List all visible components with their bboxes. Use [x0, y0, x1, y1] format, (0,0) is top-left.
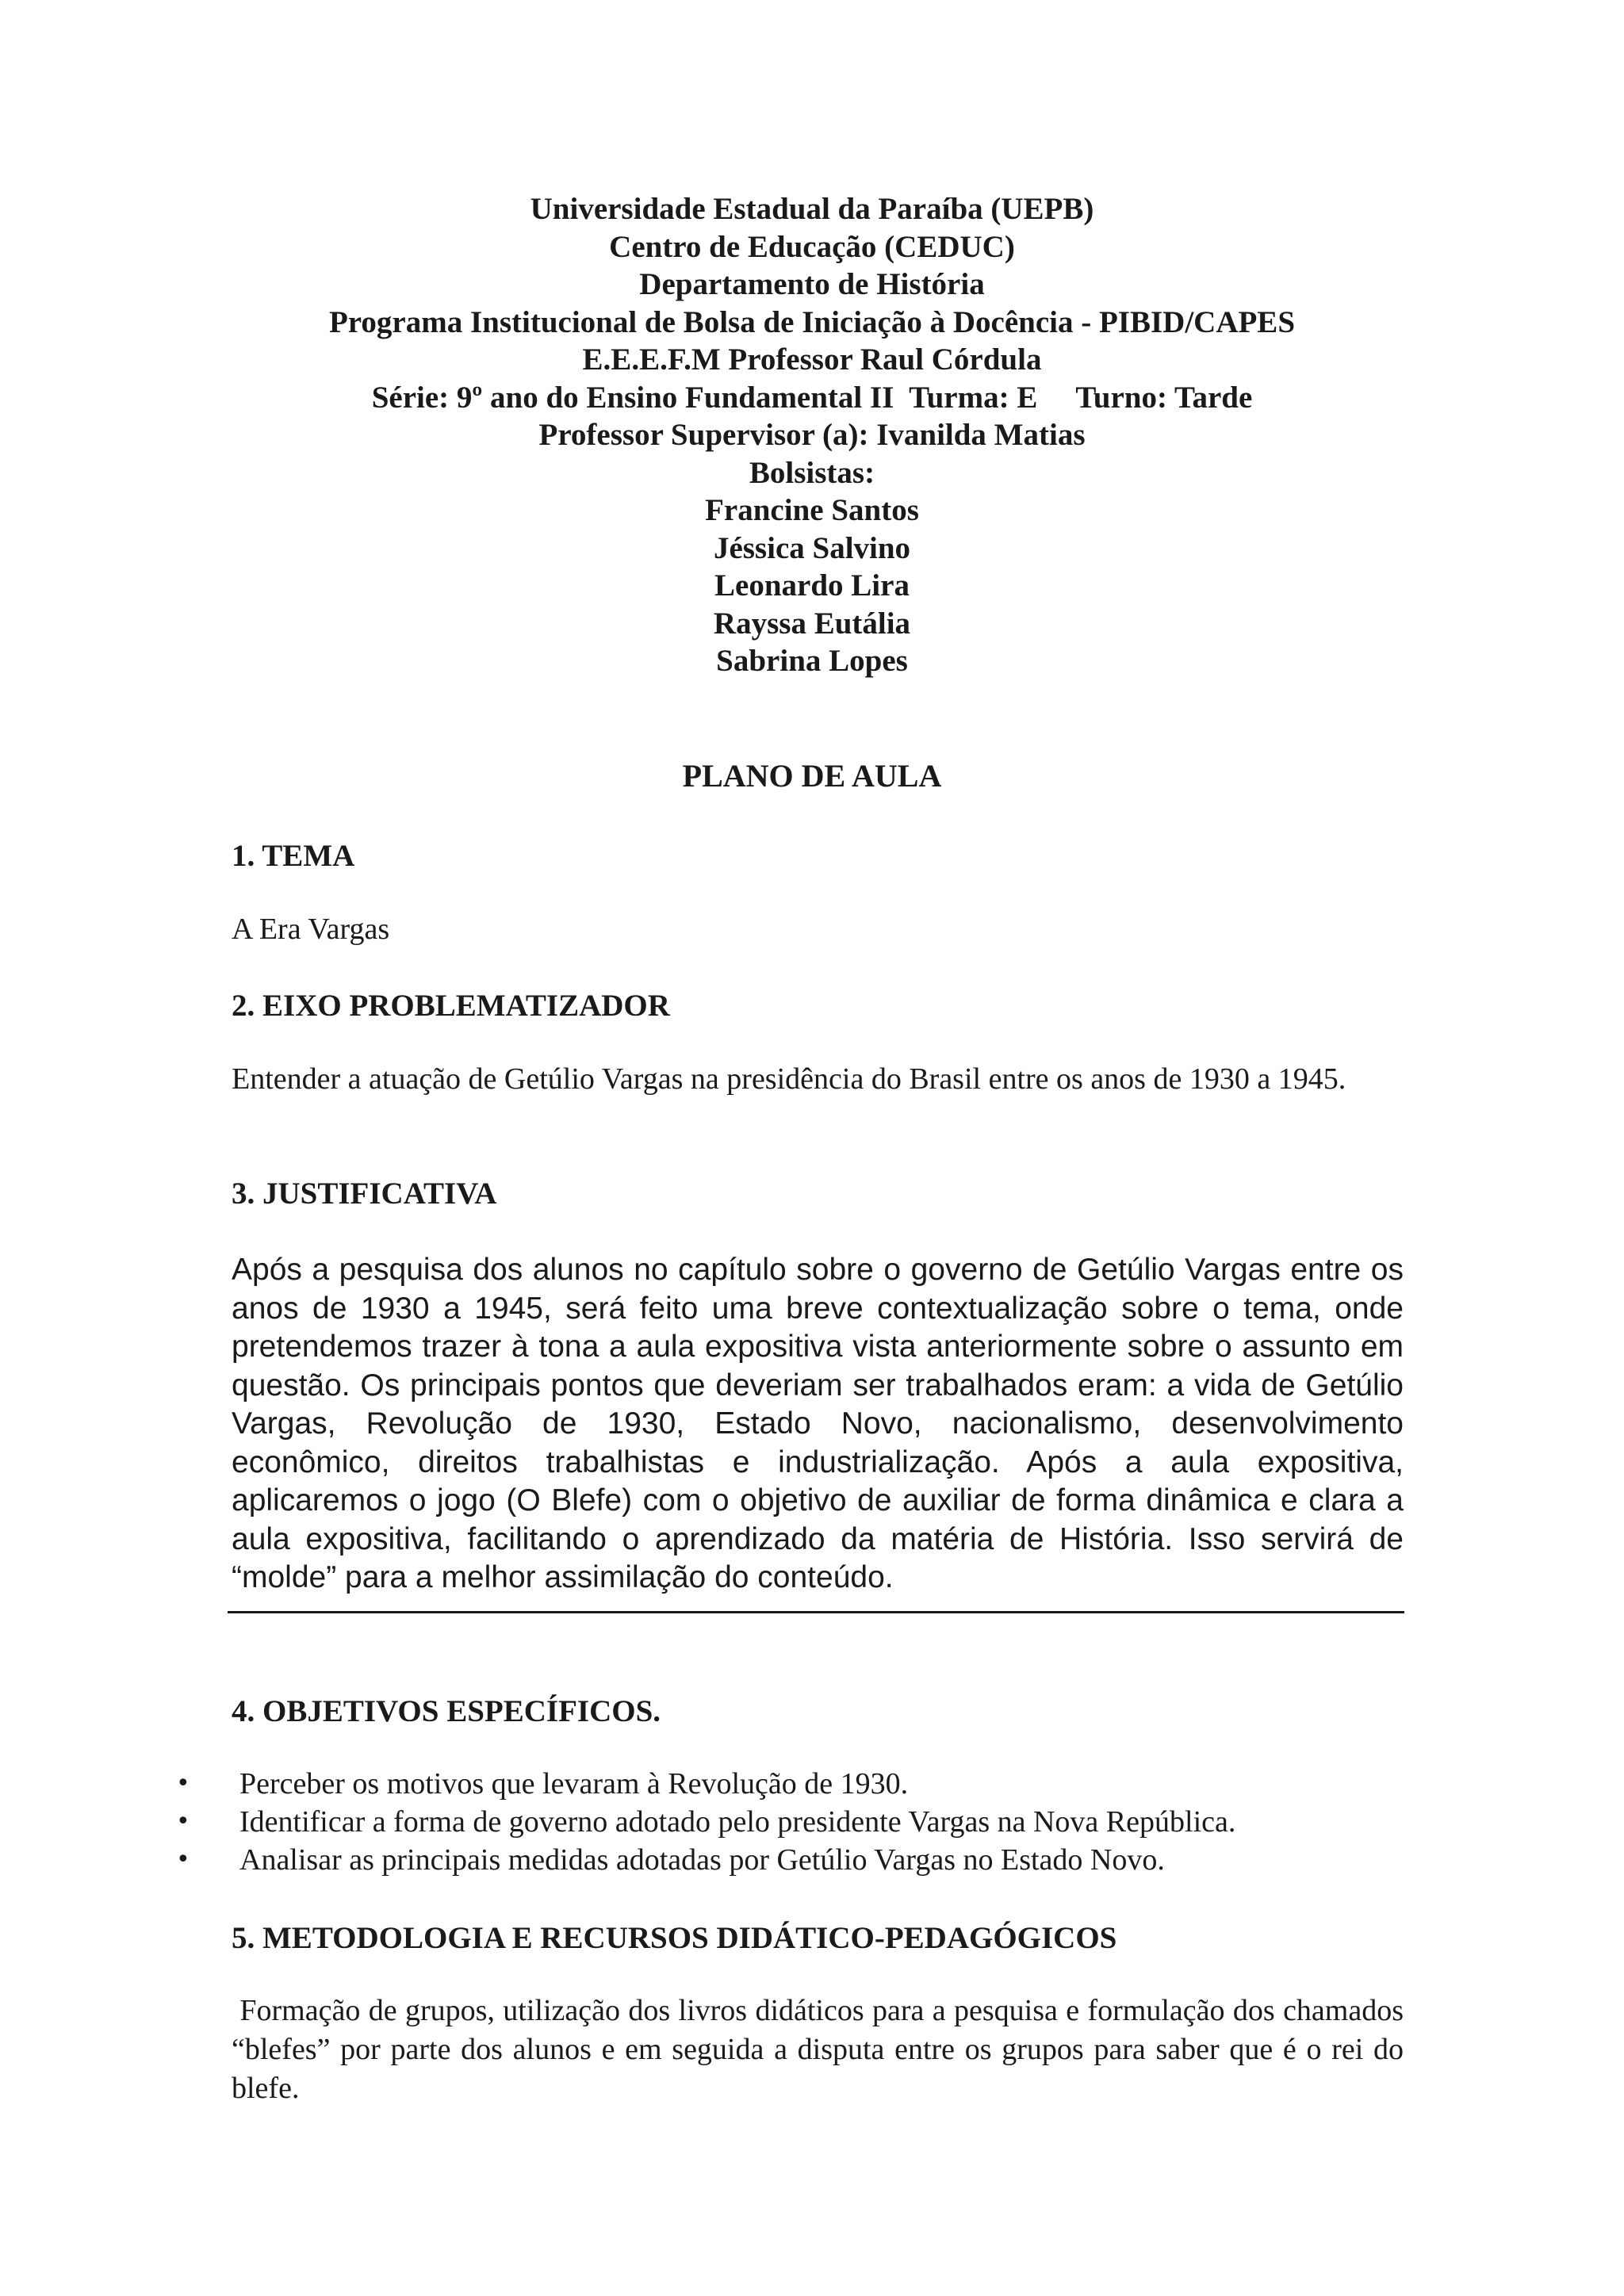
header-center: Centro de Educação (CEDUC)	[609, 229, 1015, 264]
section-text-eixo: Entender a atuação de Getúlio Vargas na presidência do Brasil entre os anos de 1930 a 1945.	[232, 1062, 1346, 1096]
section-text-justificativa: Após a pesquisa dos alunos no capítulo sobre o governo de Getúlio Vargas entre os anos de 1930 a 1945, será feito uma breve contextualização sobre o tema, onde pretendemos trazer à tona a aula expositiva vista anteriormente sobre o assunto em questão. Os principais pontos que deveriam ser trabalhados eram: a vida de Getúlio Vargas, Revolução de 1930, Estado Novo, nacionalismo, desenvolvimento econômico, direitos trabalhistas e industrialização. Após a aula expositiva, aplicaremos o jogo (O Blefe) com o objetivo de auxiliar de forma dinâmica e clara a aula expositiva, facilitando o aprendizado da matéria de História. Isso servirá de “molde” para a melhor assimilação do conteúdo.	[232, 1253, 1404, 1594]
header-bolsista-name: Sabrina Lopes	[716, 644, 908, 678]
bullet-icon: •	[176, 1770, 190, 1797]
header-bolsista-name: Francine Santos	[705, 493, 919, 527]
section-heading-metodologia: 5. METODOLOGIA E RECURSOS DIDÁTICO-PEDAGÓGICOS	[232, 1921, 1117, 1955]
list-item	[176, 1841, 1413, 1879]
section-heading-tema: 1. TEMA	[232, 839, 355, 873]
header-department: Departamento de História	[639, 267, 985, 301]
list-item-text: Identificar a forma de governo adotado pelo presidente Vargas na Nova República.	[239, 1805, 1236, 1839]
section-text-metodologia: Formação de grupos, utilização dos livros didáticos para a pesquisa e formulação dos chamados “blefes” por parte dos alunos e em seguida a disputa entre os grupos para saber que é o rei do blefe.	[232, 1994, 1411, 2105]
header-bolsistas-label: Bolsistas:	[749, 455, 875, 490]
section-heading-objetivos: 4. OBJETIVOS ESPECÍFICOS.	[232, 1694, 661, 1728]
header-program: Programa Institucional de Bolsa de Iniciação à Docência - PIBID/CAPES	[328, 304, 1296, 339]
header-class-info: Série: 9º ano do Ensino Fundamental II Turma: E Turno: Tarde	[371, 380, 1253, 415]
document-header	[0, 190, 1624, 680]
header-bolsista-name: Leonardo Lira	[714, 568, 910, 603]
header-bolsista-name: Rayssa Eutália	[713, 606, 911, 641]
header-bolsista-name: Jéssica Salvino	[713, 530, 911, 565]
horizontal-rule	[228, 1611, 1404, 1613]
list-item-text: Analisar as principais medidas adotadas por Getúlio Vargas no Estado Novo.	[239, 1843, 1165, 1877]
header-school: E.E.E.F.M Professor Raul Córdula	[582, 342, 1042, 377]
header-supervisor: Professor Supervisor (a): Ivanilda Matias	[538, 418, 1086, 452]
list-item-text: Perceber os motivos que levaram à Revolução de 1930.	[239, 1767, 909, 1800]
section-heading-justificativa: 3. JUSTIFICATIVA	[232, 1177, 497, 1211]
plan-title: PLANO DE AULA	[682, 758, 942, 794]
section-text-tema: A Era Vargas	[232, 913, 390, 946]
header-university: Universidade Estadual da Paraíba (UEPB)	[530, 192, 1094, 226]
bullet-icon: •	[176, 1808, 190, 1835]
list-item	[176, 1803, 1413, 1841]
section-heading-eixo: 2. EIXO PROBLEMATIZADOR	[232, 989, 670, 1023]
objectives-list	[176, 1765, 1413, 1879]
list-item	[176, 1765, 1413, 1803]
bullet-icon: •	[176, 1846, 190, 1873]
